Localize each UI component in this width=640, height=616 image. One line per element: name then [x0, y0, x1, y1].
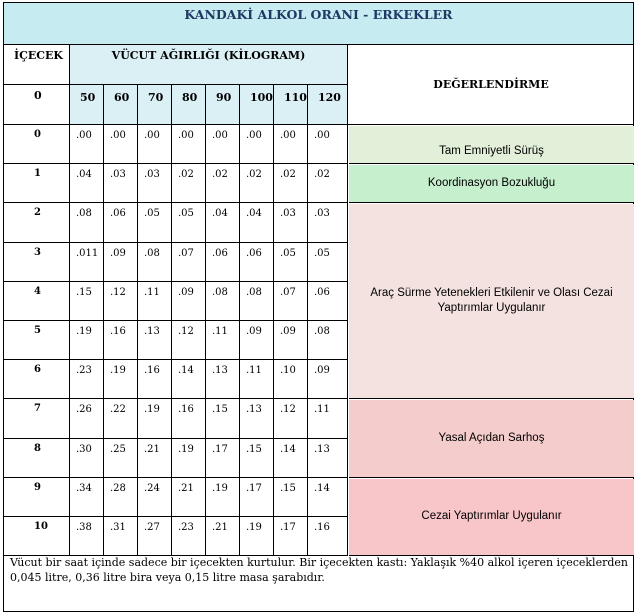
bac-value: .38: [70, 517, 104, 556]
bac-value: .02: [240, 164, 274, 203]
bac-value: .16: [308, 517, 348, 556]
bac-value: .03: [104, 164, 138, 203]
bac-value: .19: [172, 439, 206, 478]
bac-value: .21: [138, 439, 172, 478]
bac-value: .15: [240, 439, 274, 478]
bac-value: .14: [172, 360, 206, 399]
bac-value: .21: [172, 478, 206, 517]
weight-row-label: 0: [4, 85, 70, 125]
evaluation-band: Cezai Yaptırımlar Uygulanır: [349, 479, 634, 556]
bac-value: .05: [308, 243, 348, 282]
bac-value: .00: [104, 125, 138, 164]
drink-count: 10: [4, 517, 70, 556]
bac-value: .04: [240, 203, 274, 242]
evaluation-band: Koordinasyon Bozukluğu: [349, 165, 634, 203]
bac-value: .17: [240, 478, 274, 517]
bac-value: .13: [308, 439, 348, 478]
bac-value: .09: [274, 321, 308, 360]
bac-value: .13: [240, 399, 274, 438]
bac-value: .04: [70, 164, 104, 203]
drink-count: 2: [4, 203, 70, 242]
drink-count: 3: [4, 243, 70, 282]
bac-value: .05: [274, 243, 308, 282]
bac-value: .00: [240, 125, 274, 164]
bac-value: .08: [308, 321, 348, 360]
bac-value: .12: [274, 399, 308, 438]
evaluation-band: Tam Emniyetli Sürüş: [349, 126, 634, 164]
bac-value: .11: [138, 282, 172, 321]
weight-header: VÜCUT AĞIRLIĞI (KİLOGRAM): [70, 45, 348, 85]
bac-value: .07: [172, 243, 206, 282]
drink-count: 9: [4, 478, 70, 517]
bac-value: .19: [240, 517, 274, 556]
weight-90: 90: [206, 85, 240, 125]
weight-110: 110: [274, 85, 308, 125]
drink-count: 0: [4, 125, 70, 164]
bac-value: .09: [104, 243, 138, 282]
evaluation-band: Yasal Açıdan Sarhoş: [349, 400, 634, 477]
bac-value: .12: [172, 321, 206, 360]
bac-value: .16: [138, 360, 172, 399]
bac-value: .011: [70, 243, 104, 282]
bac-value: .10: [274, 360, 308, 399]
bac-value: .16: [172, 399, 206, 438]
bac-value: .22: [104, 399, 138, 438]
bac-value: .17: [274, 517, 308, 556]
bac-value: .03: [274, 203, 308, 242]
weight-80: 80: [172, 85, 206, 125]
bac-value: .12: [104, 282, 138, 321]
bac-value: .13: [138, 321, 172, 360]
evaluation-header: DEĞERLENDİRME: [348, 45, 634, 125]
drink-count: 5: [4, 321, 70, 360]
bac-value: .00: [70, 125, 104, 164]
bac-value: .08: [206, 282, 240, 321]
bac-value: .00: [308, 125, 348, 164]
bac-value: .05: [138, 203, 172, 242]
bac-value: .00: [172, 125, 206, 164]
bac-value: .13: [206, 360, 240, 399]
bac-value: .34: [70, 478, 104, 517]
bac-value: .00: [274, 125, 308, 164]
bac-value: .06: [104, 203, 138, 242]
bac-value: .04: [206, 203, 240, 242]
bac-value: .15: [206, 399, 240, 438]
bac-value: .08: [240, 282, 274, 321]
bac-value: .17: [206, 439, 240, 478]
bac-value: .11: [308, 399, 348, 438]
bac-value: .02: [172, 164, 206, 203]
bac-value: .03: [308, 203, 348, 242]
bac-value: .03: [138, 164, 172, 203]
bac-value: .11: [206, 321, 240, 360]
bac-value: .21: [206, 517, 240, 556]
bac-value: .27: [138, 517, 172, 556]
bac-value: .16: [104, 321, 138, 360]
bac-value: .19: [206, 478, 240, 517]
weight-70: 70: [138, 85, 172, 125]
bac-value: .02: [274, 164, 308, 203]
bac-value: .30: [70, 439, 104, 478]
weight-100: 100: [240, 85, 274, 125]
drink-count: 6: [4, 360, 70, 399]
drink-count: 7: [4, 399, 70, 438]
bac-value: .19: [138, 399, 172, 438]
drink-header: İÇECEK: [4, 45, 70, 85]
weight-60: 60: [104, 85, 138, 125]
footnote: Vücut bir saat içinde sadece bir içecekten kurtulur. Bir içecekten kastı: Yaklaşık %40 alkol içeren içeceklerden 0,045 litre, 0,36 litre bira veya 0,15 litre masa şarabıdır.: [10, 556, 628, 584]
bac-value: .19: [70, 321, 104, 360]
bac-value: .24: [138, 478, 172, 517]
bac-value: .02: [308, 164, 348, 203]
bac-value: .06: [206, 243, 240, 282]
bac-value: .11: [240, 360, 274, 399]
drink-count: 4: [4, 282, 70, 321]
bac-value: .25: [104, 439, 138, 478]
weight-120: 120: [308, 85, 348, 125]
bac-value: .06: [308, 282, 348, 321]
bac-value: .09: [172, 282, 206, 321]
bac-value: .23: [70, 360, 104, 399]
bac-value: .08: [70, 203, 104, 242]
evaluation-band: Araç Sürme Yetenekleri Etkilenir ve Olası Cezai Yaptırımlar Uygulanır: [349, 204, 634, 399]
bac-value: .00: [206, 125, 240, 164]
bac-value: .19: [104, 360, 138, 399]
bac-value: .26: [70, 399, 104, 438]
bac-value: .00: [138, 125, 172, 164]
bac-value: .28: [104, 478, 138, 517]
bac-value: .15: [274, 478, 308, 517]
bac-value: .08: [138, 243, 172, 282]
bac-value: .02: [206, 164, 240, 203]
bac-value: .09: [240, 321, 274, 360]
drink-count: 1: [4, 164, 70, 203]
bac-value: .14: [274, 439, 308, 478]
table-title: KANDAKİ ALKOL ORANI - ERKEKLER: [4, 3, 633, 45]
bac-value: .06: [240, 243, 274, 282]
bac-value: .23: [172, 517, 206, 556]
bac-value: .05: [172, 203, 206, 242]
bac-value: .09: [308, 360, 348, 399]
bac-value: .15: [70, 282, 104, 321]
bac-value: .31: [104, 517, 138, 556]
bac-value: .07: [274, 282, 308, 321]
weight-50: 50: [70, 85, 104, 125]
bac-value: .14: [308, 478, 348, 517]
drink-count: 8: [4, 439, 70, 478]
